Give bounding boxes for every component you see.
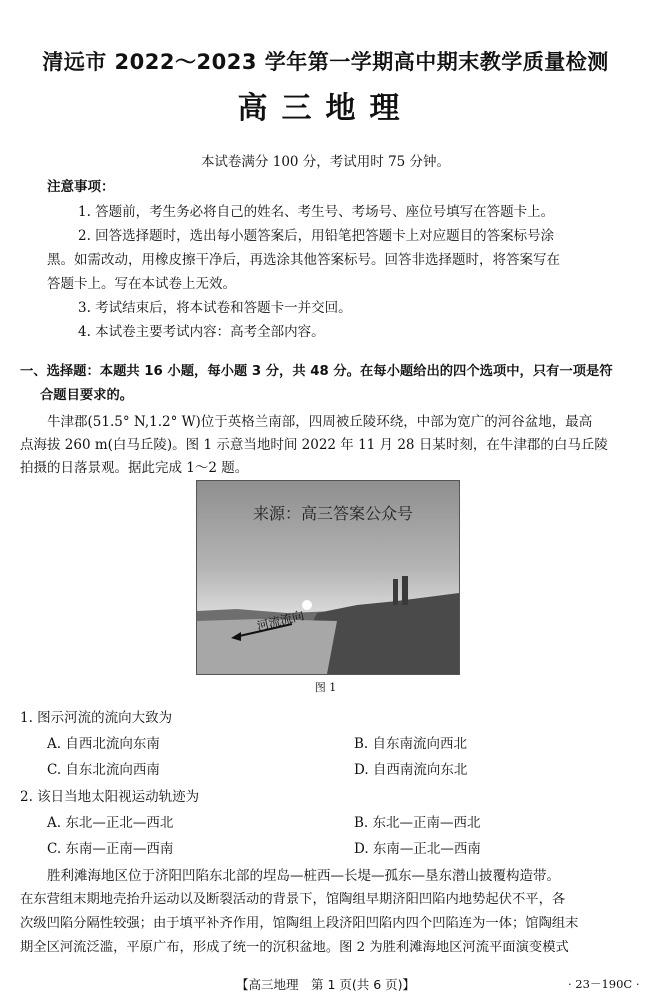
river-flow-label: 河流流向 bbox=[255, 608, 306, 634]
note-line: 4. 本试卷主要考试内容：高考全部内容。 bbox=[78, 324, 325, 340]
option-a: A. 东北—正北—西北 bbox=[47, 815, 174, 831]
section-heading: 一、选择题：本题共 16 小题，每小题 3 分，共 48 分。在每小题给出的四个选项中，只有一项是符 bbox=[20, 364, 613, 379]
passage-line: 牛津郡(51.5° N,1.2° W)位于英格兰南部，四周被丘陵环绕，中部为宽广的河谷盆地，最高 bbox=[47, 414, 593, 430]
figure-caption: 图 1 bbox=[314, 681, 337, 694]
notes-heading: 注意事项： bbox=[47, 179, 115, 195]
passage-line: 点海拔 260 m(白马丘陵)。图 1 示意当地时间 2022 年 11 月 28 日某时刻，在牛津郡的白马丘陵 bbox=[20, 437, 608, 453]
option-a: A. 自西北流向东南 bbox=[47, 736, 160, 752]
page-footer: 【高三地理 第 1 页(共 6 页)】 bbox=[235, 977, 416, 992]
option-c: C. 自东北流向西南 bbox=[47, 762, 160, 778]
note-line: 1. 答题前，考生务必将自己的姓名、考生号、考场号、座位号填写在答题卡上。 bbox=[78, 204, 555, 220]
sunset-photo bbox=[196, 480, 460, 675]
note-line: 2. 回答选择题时，选出每小题答案后，用铅笔把答题卡上对应题目的答案标号涂 bbox=[78, 228, 555, 244]
passage-line: 次级凹陷分隔性较强；由于填平补齐作用，馆陶组上段济阳凹陷内四个凹陷连为一体；馆陶组末 bbox=[20, 916, 579, 931]
paper-code: · 23－190C · bbox=[568, 977, 640, 991]
option-c: C. 东南—正南—西南 bbox=[47, 841, 174, 857]
photo-watermark: 来源：高三答案公众号 bbox=[253, 504, 414, 523]
exam-info: 本试卷满分 100 分，考试用时 75 分钟。 bbox=[200, 154, 451, 170]
question-stem: 2. 该日当地太阳视运动轨迹为 bbox=[20, 789, 200, 805]
note-line: 黑。如需改动，用橡皮擦干净后，再选涂其他答案标号。回答非选择题时，将答案写在 bbox=[47, 252, 560, 268]
passage-line: 期全区河流泛滥，平原广布，形成了统一的沉积盆地。图 2 为胜利滩海地区河流平面演变模式 bbox=[20, 940, 569, 955]
note-line: 答题卡上。写在本试卷上无效。 bbox=[47, 276, 236, 292]
passage-line: 在东营组末期地壳抬升运动以及断裂活动的背景下，馆陶组早期济阳凹陷内地势起伏不平，各 bbox=[20, 892, 566, 907]
option-b: B. 东北—正南—西北 bbox=[354, 815, 481, 831]
section-heading-cont: 合题目要求的。 bbox=[40, 388, 134, 403]
option-d: D. 东南—正北—西南 bbox=[354, 841, 481, 857]
option-b: B. 自东南流向西北 bbox=[354, 736, 468, 752]
option-d: D. 自西南流向东北 bbox=[354, 762, 468, 778]
exam-title: 清远市 2022～2023 学年第一学期高中期末教学质量检测 bbox=[42, 50, 609, 74]
passage-line: 拍摄的日落景观。据此完成 1～2 题。 bbox=[20, 460, 249, 476]
passage-line: 胜利滩海地区位于济阳凹陷东北部的埕岛—桩西—长堤—孤东—垦东潜山披覆构造带。 bbox=[47, 868, 560, 884]
question-stem: 1. 图示河流的流向大致为 bbox=[20, 710, 173, 726]
note-line: 3. 考试结束后，将本试卷和答题卡一并交回。 bbox=[78, 300, 352, 316]
subject-title: 高三地理 bbox=[237, 91, 414, 126]
